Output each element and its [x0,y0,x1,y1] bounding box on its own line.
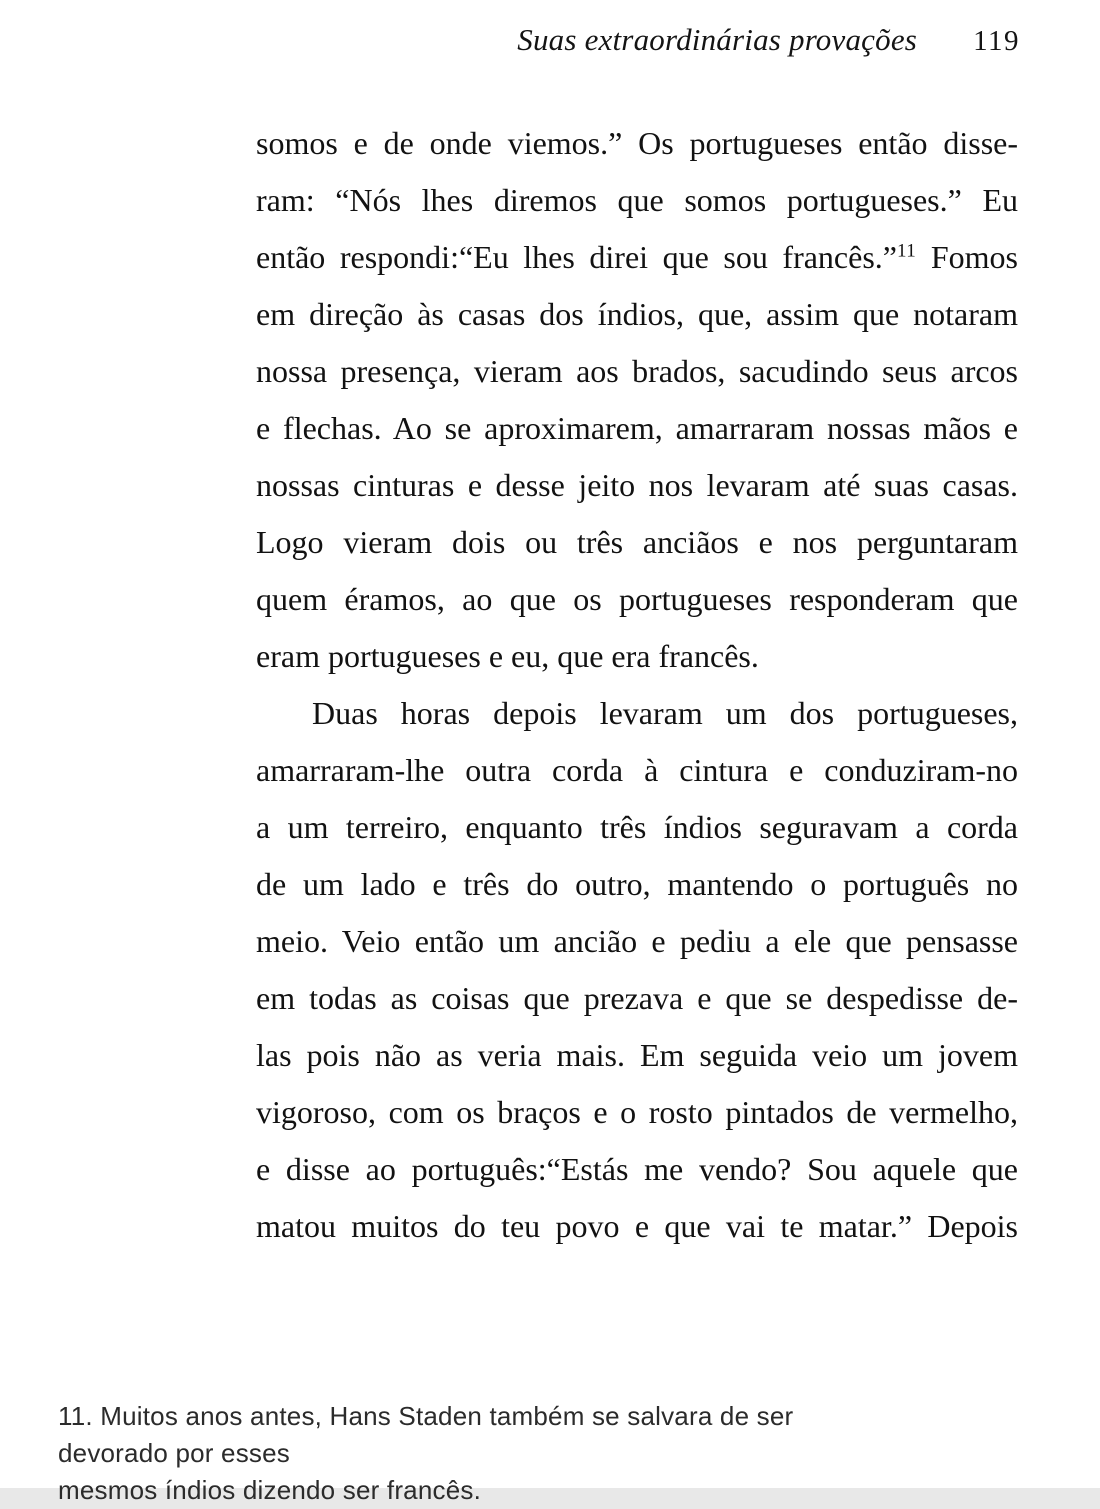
footnote-reference: 11 [897,240,917,262]
text-line: nossas cinturas e desse jeito nos levaram até suas casas. [256,467,1018,503]
text-line: em todas as coisas que prezava e que se despedisse de- [256,980,1018,1016]
text-line: somos e de onde viemos.” Os portugueses então disse- [256,125,1018,161]
text-line: Logo vieram dois ou três anciãos e nos perguntaram [256,524,1018,560]
text-line: então respondi:“Eu lhes direi que sou francês.”$^{11}$ Fomos [256,239,1019,275]
text-line: amarraram-lhe outra corda à cintura e conduziram-no [256,752,1018,788]
text-line: nossa presença, vieram aos brados, sacudindo seus arcos [256,353,1018,389]
running-header [0,22,1020,58]
text-line: de um lado e três do outro, mantendo o português no [256,866,1018,902]
footnote-line: 11. Muitos anos antes, Hans Staden também se salvara de ser devorado por esses [58,1401,794,1468]
body-text [256,115,1018,1255]
text-line: em direção às casas dos índios, que, assim que notaram [256,296,1018,332]
text-line: ram: “Nós lhes diremos que somos portugueses.” Eu [256,182,1018,218]
text-line: Duas horas depois levaram um dos portugueses, [312,695,1018,731]
footnote [58,1398,878,1509]
footnote-line: mesmos índios dizendo ser francês. [58,1475,481,1505]
text-line: eram portugueses e eu, que era francês. [256,638,759,674]
text-line: meio. Veio então um ancião e pediu a ele que pensasse [256,923,1018,959]
text-line: vigoroso, com os braços e o rosto pintados de vermelho, [256,1094,1018,1130]
page-number: 119 [973,25,1020,57]
text-line: a um terreiro, enquanto três índios seguravam a corda [256,809,1018,845]
text-line: las pois não as veria mais. Em seguida veio um jovem [256,1037,1018,1073]
running-header-title: Suas extraordinárias provações [517,22,918,57]
text-line: e flechas. Ao se aproximarem, amarraram nossas mãos e [256,410,1018,446]
text-line: quem éramos, ao que os portugueses responderam que [256,581,1018,617]
text-line: matou muitos do teu povo e que vai te matar.” Depois [256,1208,1018,1244]
text-line: e disse ao português:“Estás me vendo? Sou aquele que [256,1151,1018,1187]
